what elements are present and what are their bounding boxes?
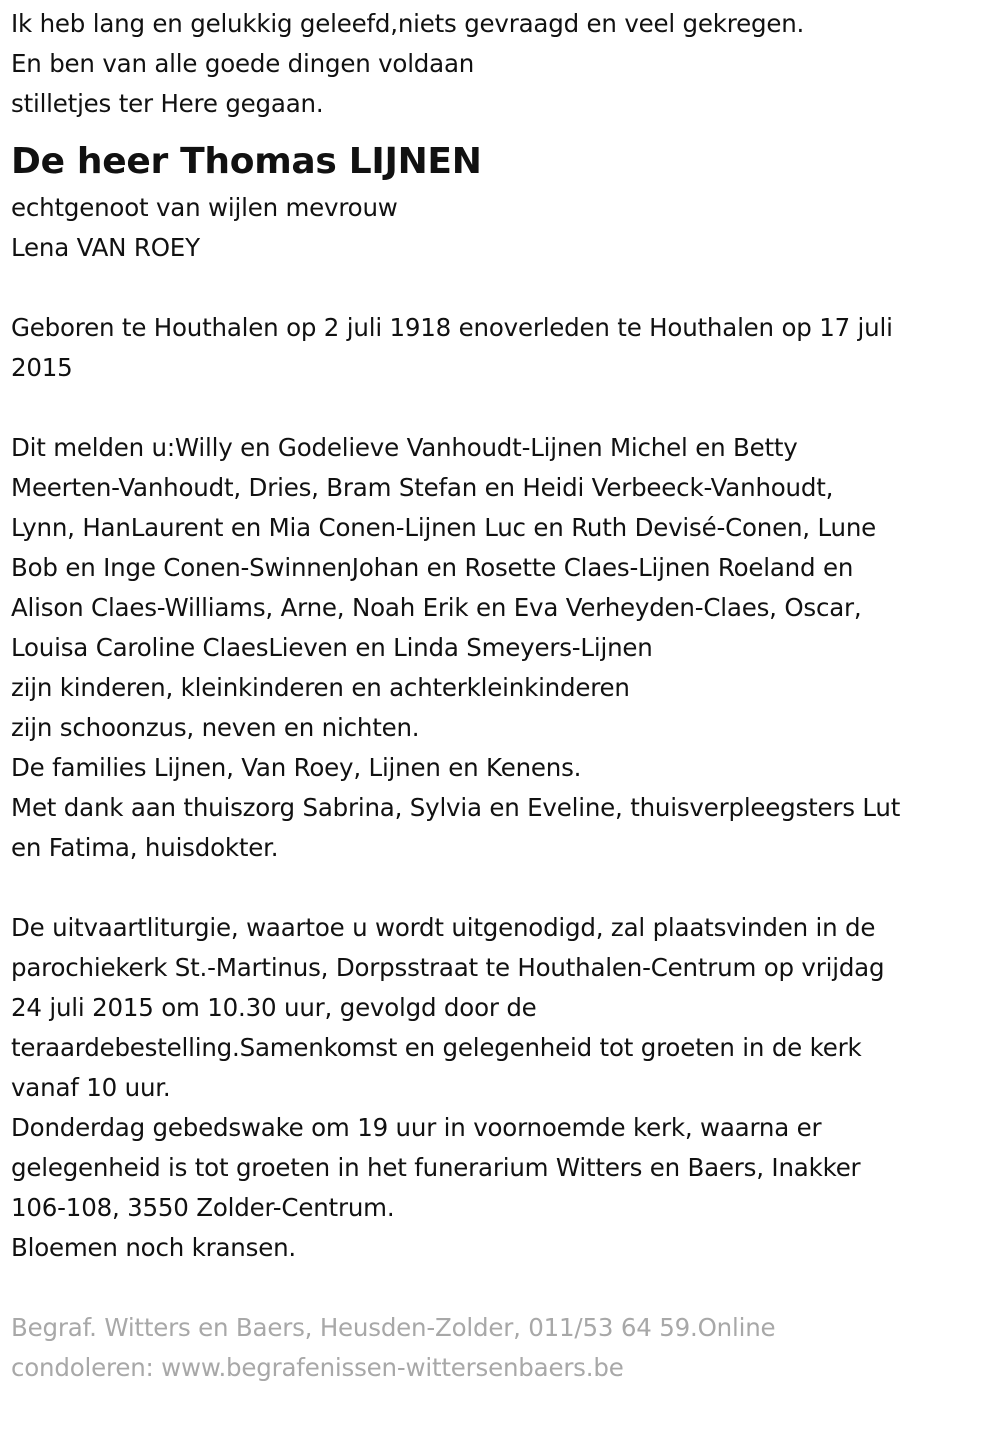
spouse-line: Lena VAN ROEY (11, 233, 200, 262)
poem (11, 4, 996, 124)
ceremony-line: 24 juli 2015 om 10.30 uur, gevolgd door de (11, 993, 537, 1022)
deceased-name: De heer Thomas LIJNEN (11, 141, 482, 182)
family-line: Louisa Caroline ClaesLieven en Linda Smeyers-Lijnen (11, 633, 653, 662)
ceremony-line: parochiekerk St.-Martinus, Dorpsstraat te Houthalen-Centrum op vrijdag (11, 953, 885, 982)
family-line: De families Lijnen, Van Roey, Lijnen en Kenens. (11, 753, 582, 782)
birth-death-line: 2015 (11, 353, 73, 382)
family-line: Dit melden u:Willy en Godelieve Vanhoudt-Lijnen Michel en Betty (11, 433, 798, 462)
birth-death-info (11, 308, 996, 388)
ceremony-line: Donderdag gebedswake om 19 uur in voornoemde kerk, waarna er (11, 1113, 822, 1142)
ceremony-line: 106-108, 3550 Zolder-Centrum. (11, 1193, 395, 1222)
ceremony-line: vanaf 10 uur. (11, 1073, 171, 1102)
footer-line: condoleren: www.begrafenissen-wittersenbaers.be (11, 1353, 624, 1382)
ceremony-line: gelegenheid is tot groeten in het funerarium Witters en Baers, Inakker (11, 1153, 861, 1182)
family-line: Lynn, HanLaurent en Mia Conen-Lijnen Luc en Ruth Devisé-Conen, Lune (11, 513, 877, 542)
family-line: Met dank aan thuiszorg Sabrina, Sylvia en Eveline, thuisverpleegsters Lut (11, 793, 901, 822)
ceremony-line: De uitvaartliturgie, waartoe u wordt uitgenodigd, zal plaatsvinden in de (11, 913, 876, 942)
poem-line: Ik heb lang en gelukkig geleefd,niets gevraagd en veel gekregen. (11, 9, 805, 38)
family-line: zijn schoonzus, neven en nichten. (11, 713, 420, 742)
spouse-info (11, 188, 996, 268)
family-line: Bob en Inge Conen-SwinnenJohan en Rosette Claes-Lijnen Roeland en (11, 553, 854, 582)
birth-death-line: Geboren te Houthalen op 2 juli 1918 enoverleden te Houthalen op 17 juli (11, 313, 893, 342)
family-line: Meerten-Vanhoudt, Dries, Bram Stefan en Heidi Verbeeck-Vanhoudt, (11, 473, 834, 502)
poem-line: stilletjes ter Here gegaan. (11, 89, 324, 118)
footer-line: Begraf. Witters en Baers, Heusden-Zolder, 011/53 64 59.Online (11, 1313, 776, 1342)
poem-line: En ben van alle goede dingen voldaan (11, 49, 475, 78)
family-announcement (11, 428, 996, 868)
family-line: Alison Claes-Williams, Arne, Noah Erik en Eva Verheyden-Claes, Oscar, (11, 593, 862, 622)
ceremony-info (11, 908, 996, 1268)
family-line: zijn kinderen, kleinkinderen en achterkleinkinderen (11, 673, 630, 702)
funeral-home-footer (11, 1308, 996, 1388)
obituary (11, 4, 996, 1388)
family-line: en Fatima, huisdokter. (11, 833, 279, 862)
ceremony-line: Bloemen noch kransen. (11, 1233, 296, 1262)
spouse-line: echtgenoot van wijlen mevrouw (11, 193, 398, 222)
ceremony-line: teraardebestelling.Samenkomst en gelegenheid tot groeten in de kerk (11, 1033, 862, 1062)
